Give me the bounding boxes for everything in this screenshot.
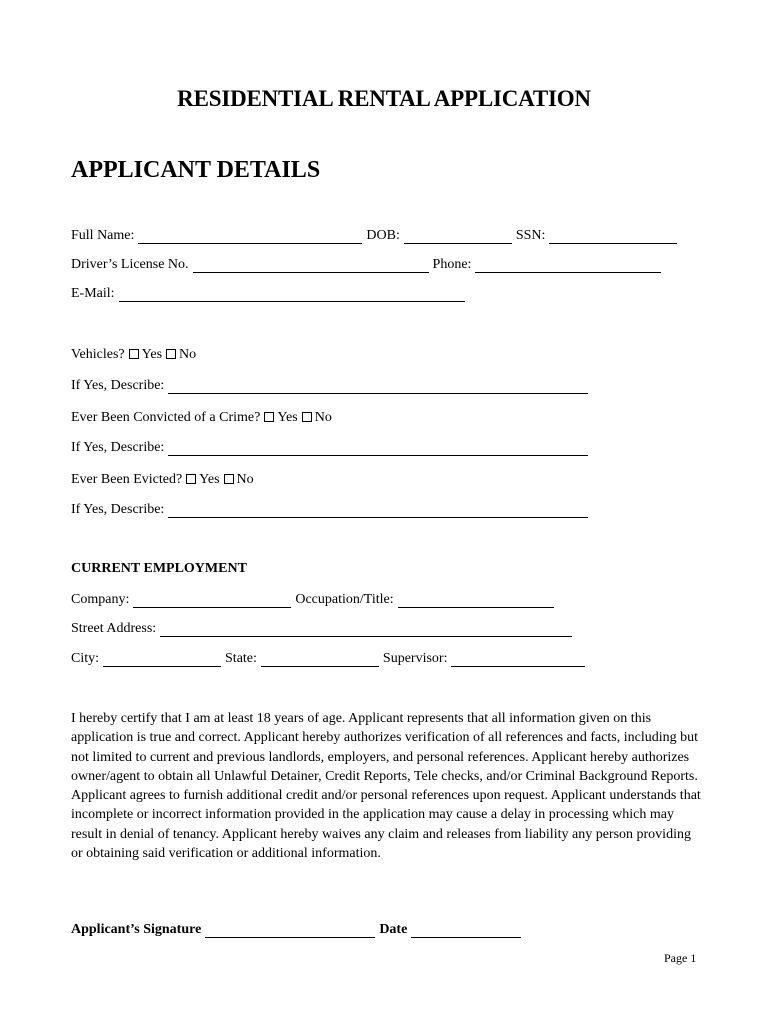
company-label: Company: [71,592,130,607]
vehicles-describe-field[interactable] [168,380,588,394]
street-address-row [71,621,576,637]
license-field[interactable] [193,259,429,273]
crime-describe-field[interactable] [168,442,588,456]
vehicles-no-checkbox[interactable] [166,349,176,359]
crime-yes-checkbox[interactable] [264,412,274,422]
occupation-field[interactable] [398,594,554,608]
occupation-label: Occupation/Title: [295,592,394,607]
license-label: Driver’s License No. [71,257,189,272]
evicted-describe-label: If Yes, Describe: [71,502,165,517]
evicted-describe-row [71,502,592,518]
vehicles-no-label: No [179,347,197,362]
crime-describe-row [71,440,592,456]
crime-no-checkbox[interactable] [302,412,312,422]
evicted-yes-checkbox[interactable] [186,474,196,484]
name-dob-ssn-row [71,228,681,244]
crime-label: Ever Been Convicted of a Crime? [71,410,261,425]
supervisor-label: Supervisor: [382,651,448,666]
vehicles-label: Vehicles? [71,347,125,362]
vehicles-row [71,347,196,363]
street-field[interactable] [160,623,572,637]
crime-row [71,410,332,426]
email-row [71,286,469,302]
vehicles-yes-label: Yes [141,347,163,362]
phone-field[interactable] [475,259,661,273]
evicted-no-label: No [236,472,254,487]
evicted-yes-label: Yes [199,472,220,487]
date-field[interactable] [411,924,521,938]
street-label: Street Address: [71,621,157,636]
vehicles-describe-label: If Yes, Describe: [71,378,165,393]
city-field[interactable] [103,653,221,667]
crime-describe-label: If Yes, Describe: [71,440,165,455]
city-state-supervisor-row [71,651,589,667]
email-field[interactable] [119,288,465,302]
document-title: RESIDENTIAL RENTAL APPLICATION [177,86,591,111]
dob-label: DOB: [366,228,400,243]
full-name-field[interactable] [138,230,362,244]
evicted-no-checkbox[interactable] [224,474,234,484]
signature-label: Applicant’s Signature [71,922,202,937]
crime-yes-label: Yes [277,410,298,425]
full-name-label: Full Name: [71,228,135,243]
phone-label: Phone: [432,257,472,272]
ssn-field[interactable] [549,230,677,244]
state-field[interactable] [261,653,379,667]
signature-row [71,922,525,938]
dob-field[interactable] [404,230,512,244]
state-label: State: [225,651,257,666]
applicant-details-heading: APPLICANT DETAILS [71,157,321,183]
evicted-row [71,472,254,488]
evicted-describe-field[interactable] [168,504,588,518]
city-label: City: [71,651,100,666]
license-phone-row [71,257,665,273]
signature-field[interactable] [205,924,375,938]
evicted-label: Ever Been Evicted? [71,472,183,487]
date-label: Date [379,922,408,937]
crime-no-label: No [314,410,332,425]
certification-paragraph: I hereby certify that I am at least 18 years of age. Applicant represents that all information given on this application is true and correct. Applicant hereby authorizes verification of all references and facts, including but not limited to current and previous landlords, employers, and personal references. Applicant hereby authorizes owner/agent to obtain all Unlawful Detainer, Credit Reports, Tele checks, and/or Criminal Background Reports. Applicant agrees to furnish additional credit and/or personal references upon request. Applicant understands that incomplete or incorrect information provided in the application may cause a delay in processing which may result in denial of tenancy. Applicant hereby waives any claim and releases from liability any person providing or obtaining said verification or additional information. [71,711,701,862]
page-number: Page 1 [664,951,697,965]
supervisor-field[interactable] [451,653,585,667]
company-field[interactable] [133,594,291,608]
company-occupation-row [71,592,558,608]
ssn-label: SSN: [515,228,546,243]
employment-heading: CURRENT EMPLOYMENT [71,561,247,576]
email-label: E-Mail: [71,286,115,301]
vehicles-yes-checkbox[interactable] [129,349,139,359]
vehicles-describe-row [71,378,592,394]
